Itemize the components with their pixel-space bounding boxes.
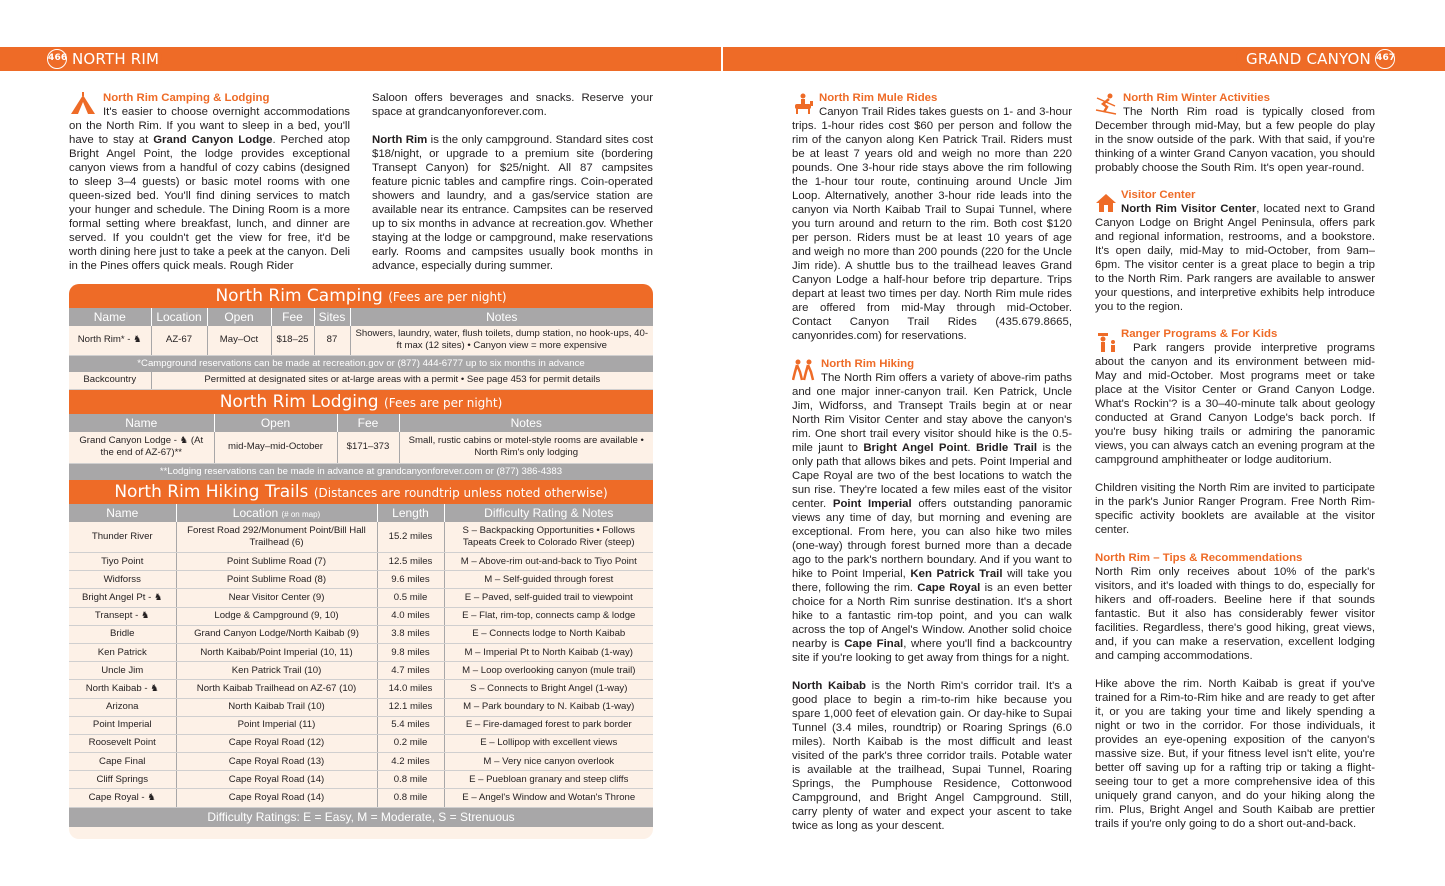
col-header: Location <box>151 308 207 326</box>
table-cell: Grand Canyon Lodge - ♞ (At the end of AZ-67)** <box>69 432 214 463</box>
table-cell: Bridle <box>69 625 176 643</box>
lodging-table <box>69 414 653 464</box>
backcountry-table <box>69 372 653 391</box>
visitor-center-text <box>1095 188 1375 314</box>
table-cell: 5.4 miles <box>377 716 444 734</box>
north-kaibab-bold: North Kaibab <box>792 680 867 692</box>
tips-title: North Rim – Tips & Recommendations <box>1095 552 1303 564</box>
table-row <box>69 789 653 807</box>
col-header: Open <box>214 414 337 432</box>
table-cell: AZ-67 <box>151 326 207 355</box>
table-row <box>69 771 653 789</box>
right-page-tab <box>1236 47 1398 71</box>
table-cell: Cape Royal Road (12) <box>176 734 377 752</box>
winter-text: The North Rim road is typically closed from December through mid-May, but a few people do play in the snow outside of the park. With that said, if you're thinking of a winter Grand Canyon vacation, you should probably choose the South Rim. It's open year-round. <box>1095 106 1375 174</box>
table-cell: 9.6 miles <box>377 571 444 589</box>
table-cell: Uncle Jim <box>69 662 176 680</box>
table-row <box>69 625 653 643</box>
table-cell: Arizona <box>69 698 176 716</box>
table-cell: Thunder River <box>69 522 176 553</box>
table-row <box>69 643 653 661</box>
table-cell: 0.5 mile <box>377 589 444 607</box>
table-cell: Cape Royal Road (14) <box>176 789 377 807</box>
trails-table-title-text: North Rim Hiking Trails <box>114 481 309 502</box>
table-cell: M – Loop overlooking canyon (mule trail) <box>444 662 653 680</box>
table-row <box>69 716 653 734</box>
tips-text-2: Hike above the rim. North Kaibab is great if you've trained for a Rim-to-Rim hike and are ready to get after it, or you are taking your time and likely spending a night or two in the corridor. For those individuals, it provides an eye-opening exposition of the canyon's massive size. But, if your fitness level isn't elite, you're better off saving up for a rafting trip or taking a flight-seeing tour to get a more comprehensive idea of this uniquely grand canyon, and do your hiking along the rim. Plus, Bright Angel and South Kaibab are prettier trails if you're only going to do a short out-and-back. <box>1095 678 1375 830</box>
table-cell: North Kaibab Trailhead on AZ-67 (10) <box>176 680 377 698</box>
table-cell: M – Very nice canyon overlook <box>444 753 653 771</box>
table-row <box>69 553 653 571</box>
table-row <box>69 522 653 553</box>
table-cell: 12.5 miles <box>377 553 444 571</box>
hiking-title: North Rim Hiking <box>821 358 915 370</box>
table-cell: $171–373 <box>337 432 399 463</box>
hiking-b1: Bright Angel Point <box>863 442 968 454</box>
table-row <box>69 734 653 752</box>
hiking-b4: Ken Patrick Trail <box>910 568 1003 580</box>
table-cell: 4.7 miles <box>377 662 444 680</box>
hiking-t1: The North Rim offers a variety of above-rim paths and one major inner-canyon trail. Ken Patrick, Uncle Jim, Widforss, and Transept Trails begin at or near North Rim Visitor Center and stay above the canyon's rim. One short trail every visitor should hike is the 0.5-mile jaunt to <box>792 372 1072 454</box>
col-header: Open <box>207 308 271 326</box>
table-row <box>69 680 653 698</box>
camping-lodging-section <box>69 91 350 287</box>
table-row <box>69 662 653 680</box>
camping-table-title <box>69 284 653 308</box>
trails-table <box>69 504 653 808</box>
campground-bold: North Rim <box>372 134 428 146</box>
col-header: Length <box>377 504 444 522</box>
table-cell: Backcountry <box>69 372 151 390</box>
table-cell: Roosevelt Point <box>69 734 176 752</box>
lodging-bold-1: Grand Canyon Lodge <box>153 134 273 146</box>
lodging-note: **Lodging reservations can be made in advance at grandcanyonforever.com or (877) 386-4383 <box>69 464 653 480</box>
table-cell: mid-May–mid-October <box>214 432 337 463</box>
table-cell: Cape Royal Road (14) <box>176 771 377 789</box>
lodging-table-title <box>69 390 653 414</box>
table-cell: E – Connects lodge to North Kaibab <box>444 625 653 643</box>
table-row <box>69 372 653 390</box>
tables-panel <box>69 284 653 839</box>
camping-lodging-text <box>69 105 350 273</box>
hiking-t3: is the only path that allows bikes and pets. Point Imperial and Cape Royal are two of the best locations to watch the sun rise. They're located a few miles east of the visitor center. <box>792 442 1072 510</box>
table-cell: E – Lollipop with excellent views <box>444 734 653 752</box>
camping-table <box>69 308 653 356</box>
table-cell: E – Angel's Window and Wotan's Throne <box>444 789 653 807</box>
table-cell: Small, rustic cabins or motel-style rooms are available • North Rim's only lodging <box>399 432 653 463</box>
table-cell: E – Flat, rim-top, connects camp & lodge <box>444 607 653 625</box>
hiking-b6: Cape Final <box>844 638 904 650</box>
table-cell: Bright Angel Pt - ♞ <box>69 589 176 607</box>
table-row <box>69 698 653 716</box>
col-header: Notes <box>399 414 653 432</box>
right-page-number: 467 <box>1375 49 1395 69</box>
table-cell: 0.8 mile <box>377 771 444 789</box>
hiking-t2: . <box>967 442 976 454</box>
lodging-text-2: . Perched atop Bright Angel Point, the lodge provides exceptional canyon views from a handful of cozy cabins (designed to sleep 3–4 guests) or basic motel rooms with one queen-sized bed. You'll find dining services to match your hunger and schedule. The Dining Room is a more formal setting where breakfast, lunch, and dinner are served. If you couldn't get the view for free, it'd be worth dining here just to take a peek at the canyon. Deli in the Pines offers quick meals. Rough Rider <box>69 134 350 272</box>
winter-title: North Rim Winter Activities <box>1123 92 1270 104</box>
camping-table-title-text: North Rim Camping <box>215 286 383 306</box>
table-row <box>69 607 653 625</box>
table-cell: Point Imperial <box>69 716 176 734</box>
col-header: Difficulty Rating & Notes <box>444 504 653 522</box>
north-kaibab-body: is the North Rim's corridor trail. It's a good place to begin a rim-to-rim hike because you spare 1,000 feet of elevation gain. Or day-hike to Supai Tunnel (3.4 miles, roundtrip) or Roaring Springs (6.0 miles). North Kaibab is the most difficult and least visited of the park's three corridor trails. Potable water is available at the trailhead, Supai Tunnel, Roaring Springs, the Pumphouse Residence, Cottonwood Campground, and Bright Angel Campground. Still, carry plenty of water and expect your ascent to take twice as long as your descent. <box>792 680 1072 832</box>
table-cell: M – Park boundary to N. Kaibab (1-way) <box>444 698 653 716</box>
table-row <box>69 571 653 589</box>
table-cell: E – Paved, self-guided trail to viewpoint <box>444 589 653 607</box>
table-row <box>69 753 653 771</box>
table-cell: M – Self-guided through forest <box>444 571 653 589</box>
table-cell: Ken Patrick Trail (10) <box>176 662 377 680</box>
table-cell: Point Imperial (11) <box>176 716 377 734</box>
ranger-title: Ranger Programs & For Kids <box>1121 328 1278 340</box>
trails-table-title <box>69 480 653 504</box>
table-cell: Permitted at designated sites or at-large areas with a permit • See page 453 for permit details <box>151 372 653 390</box>
hiking-t5: will take you there, following the rim. <box>792 568 1072 594</box>
ranger-text-1: Park rangers provide interpretive programs about the canyon and its environment between mid-May and mid-October. Most programs meet or take place at the Visitor Center or Grand Canyon Lodge. What's Rockin'? is a 30–40-minute talk about geology conducted at Grand Canyon Lodge's back porch. If you're busy hiking trails or admiring the panoramic views, you can always catch an evening program at the campground amphitheater or lodge auditorium. <box>1095 342 1375 466</box>
table-row <box>69 589 653 607</box>
col-header <box>176 504 377 522</box>
trails-table-subtitle: (Distances are roundtrip unless noted otherwise) <box>313 485 608 500</box>
table-cell: Widforss <box>69 571 176 589</box>
table-cell: M – Above-rim out-and-back to Tiyo Point <box>444 553 653 571</box>
hiking-text <box>792 357 1072 665</box>
table-cell: Ken Patrick <box>69 643 176 661</box>
table-cell: Point Sublime Road (8) <box>176 571 377 589</box>
camping-table-subtitle: (Fees are per night) <box>388 290 507 304</box>
table-cell: Cliff Springs <box>69 771 176 789</box>
location-header: Location <box>232 505 279 520</box>
table-cell: 14.0 miles <box>377 680 444 698</box>
mule-rides-title: North Rim Mule Rides <box>819 92 938 104</box>
table-cell: Cape Royal Road (13) <box>176 753 377 771</box>
table-cell: Showers, laundry, water, flush toilets, dump station, no hook-ups, 40-ft max (12 sites) • Canyon view = more expensive <box>350 326 653 355</box>
table-row <box>69 432 653 463</box>
location-header-note: (# on map) <box>281 509 321 519</box>
table-cell: 87 <box>314 326 350 355</box>
col-header: Name <box>69 414 214 432</box>
table-cell: $18–25 <box>271 326 314 355</box>
col-header: Fee <box>271 308 314 326</box>
col-header: Name <box>69 308 151 326</box>
table-cell: 0.2 mile <box>377 734 444 752</box>
table-cell: 3.8 miles <box>377 625 444 643</box>
lodging-table-title-text: North Rim Lodging <box>219 392 379 412</box>
table-cell: North Kaibab Trail (10) <box>176 698 377 716</box>
difficulty-legend: Difficulty Ratings: E = Easy, M = Moderate, S = Strenuous <box>69 808 653 827</box>
hiking-t7: , where you'll find a backcountry site if you're looking to get away from things for a night. <box>792 638 1072 664</box>
camping-lodging-title: North Rim Camping & Lodging <box>103 92 270 104</box>
table-row <box>69 326 653 355</box>
table-cell: Transept - ♞ <box>69 607 176 625</box>
table-cell: E – Puebloan granary and steep cliffs <box>444 771 653 789</box>
table-cell: Tiyo Point <box>69 553 176 571</box>
table-cell: North Kaibab/Point Imperial (10, 11) <box>176 643 377 661</box>
table-cell: 0.8 mile <box>377 789 444 807</box>
table-cell: North Kaibab - ♞ <box>69 680 176 698</box>
visitor-center-body: , located next to Grand Canyon Lodge on Bright Angel Peninsula, offers park and regional information, restrooms, and a bookstore. It's open daily, mid-May to mid-October, from 9am–6pm. The visitor center is a great place to begin a trip to the North Rim. Park rangers are available to answer your questions, and interpretive exhibits help introduce you to the region. <box>1095 203 1375 313</box>
visitor-center-title: Visitor Center <box>1121 189 1196 201</box>
table-cell: May–Oct <box>207 326 271 355</box>
left-page-number: 466 <box>47 49 67 69</box>
hiking-b3: Point Imperial <box>832 498 912 510</box>
north-kaibab-text <box>792 679 1072 833</box>
col-header: Notes <box>350 308 653 326</box>
saloon-text: Saloon offers beverages and snacks. Reserve your space at grandcanyonforever.com. <box>372 92 653 118</box>
table-cell: North Rim* - ♞ <box>69 326 151 355</box>
table-cell: 4.2 miles <box>377 753 444 771</box>
right-column-2 <box>1095 91 1375 845</box>
visitor-center-bold: North Rim Visitor Center <box>1121 203 1257 215</box>
hikers-icon <box>792 359 816 381</box>
table-cell: 9.8 miles <box>377 643 444 661</box>
table-cell: S – Backpacking Opportunities • Follows Tapeats Creek to Colorado River (steep) <box>444 522 653 553</box>
camping-note: *Campground reservations can be made at recreation.gov or (877) 444-6777 up to six months in advance <box>69 356 653 372</box>
table-cell: Cape Final <box>69 753 176 771</box>
right-column-1 <box>792 91 1072 847</box>
hiking-b5: Cape Royal <box>917 582 981 594</box>
mule-rides-text: Canyon Trail Rides takes guests on 1- and 3-hour trips. 1-hour rides cost $60 per person and follow the rim of the canyon along Ken Patrick Trail. Riders must be at least 7 years old and weigh no more than 220 pounds. One 3-hour ride stays above the rim following the 1-hour tour route, continuing around Uncle Jim Loop. Alternatively, another 3-hour ride leads into the canyon via North Kaibab Trail to Supai Tunnel, where you turn around and return to the rim. Both cost $120 per person. Riders must be at least 10 years of age and weigh no more than 200 pounds (220 for the Uncle Jim ride). A shuttle bus to the trailhead leaves Grand Canyon Lodge a half-hour before trip departure. Trips depart at least two times per day. North Rim mule rides are offered from mid-May through mid-October. Contact Canyon Trail Rides (435.679.8665, canyonrides.com) for reservations. <box>792 106 1072 342</box>
table-cell: E – Fire-damaged forest to park border <box>444 716 653 734</box>
tips-text-1: North Rim only receives about 10% of the park's visitors, and it's loaded with things to do, especially for hikers and off-roaders. Beeline here if that sounds fantastic. But it also has considerably fewer visitor facilities. Regardless, there's good hiking, great views, and, if you can make a reservation, excellent lodging and camping accommodations. <box>1095 566 1375 662</box>
table-cell: 12.1 miles <box>377 698 444 716</box>
campground-body: is the only campground. Standard sites cost $18/night, or upgrade to a premium site (bordering Transept Canyon) for $25/night. All 87 campsites feature picnic tables and campfire rings. Coin-operated showers and laundry, and a gas/service station are available near its entrance. Campsites can be reserved up to six months in advance at recreation.gov. Whether staying at the lodge or campground, make reservations early. Rooms and campsites usually book months in advance, especially during summer. <box>372 134 653 272</box>
right-page-title: GRAND CANYON <box>1246 50 1371 68</box>
hiking-t4: offers outstanding panoramic views any time of day, but morning and evening are exceptional. From here, you can also hike two miles (one-way) through forest burned more than a decade ago to the park's northern boundary. And if you want to hike to Point Imperial, <box>792 498 1073 580</box>
campground-text <box>372 133 653 273</box>
col-header: Name <box>69 504 176 522</box>
campground-section <box>372 91 653 287</box>
table-cell: 15.2 miles <box>377 522 444 553</box>
left-page-tab <box>40 47 162 71</box>
lodging-text-1: It's easier to choose overnight accommodations on the North Rim. If you want to sleep in a bed, you'll have to stay at <box>69 106 350 146</box>
left-page-title: NORTH RIM <box>72 50 160 68</box>
table-cell: Cape Royal - ♞ <box>69 789 176 807</box>
table-cell: M – Imperial Pt to North Kaibab (1-way) <box>444 643 653 661</box>
col-header: Sites <box>314 308 350 326</box>
table-cell: Point Sublime Road (7) <box>176 553 377 571</box>
table-cell: 4.0 miles <box>377 607 444 625</box>
table-cell: Near Visitor Center (9) <box>176 589 377 607</box>
table-cell: S – Connects to Bright Angel (1-way) <box>444 680 653 698</box>
table-cell: Forest Road 292/Monument Point/Bill Hall Trailhead (6) <box>176 522 377 553</box>
table-cell: Grand Canyon Lodge/North Kaibab (9) <box>176 625 377 643</box>
hiking-b2: Bridle Trail <box>975 442 1038 454</box>
ranger-text-2: Children visiting the North Rim are invited to participate in the park's Junior Ranger Program. Free North Rim-specific activity booklets are available at the visitor center. <box>1095 482 1375 536</box>
lodging-table-subtitle: (Fees are per night) <box>384 396 503 410</box>
hiking-t6: is an even better choice for a North Rim sunrise destination. It's a short hike to a fantastic rim-top point, and you can walk across the top of Angel's Window. Another solid choice nearby is <box>792 582 1072 650</box>
table-cell: Lodge & Campground (9, 10) <box>176 607 377 625</box>
col-header: Fee <box>337 414 399 432</box>
